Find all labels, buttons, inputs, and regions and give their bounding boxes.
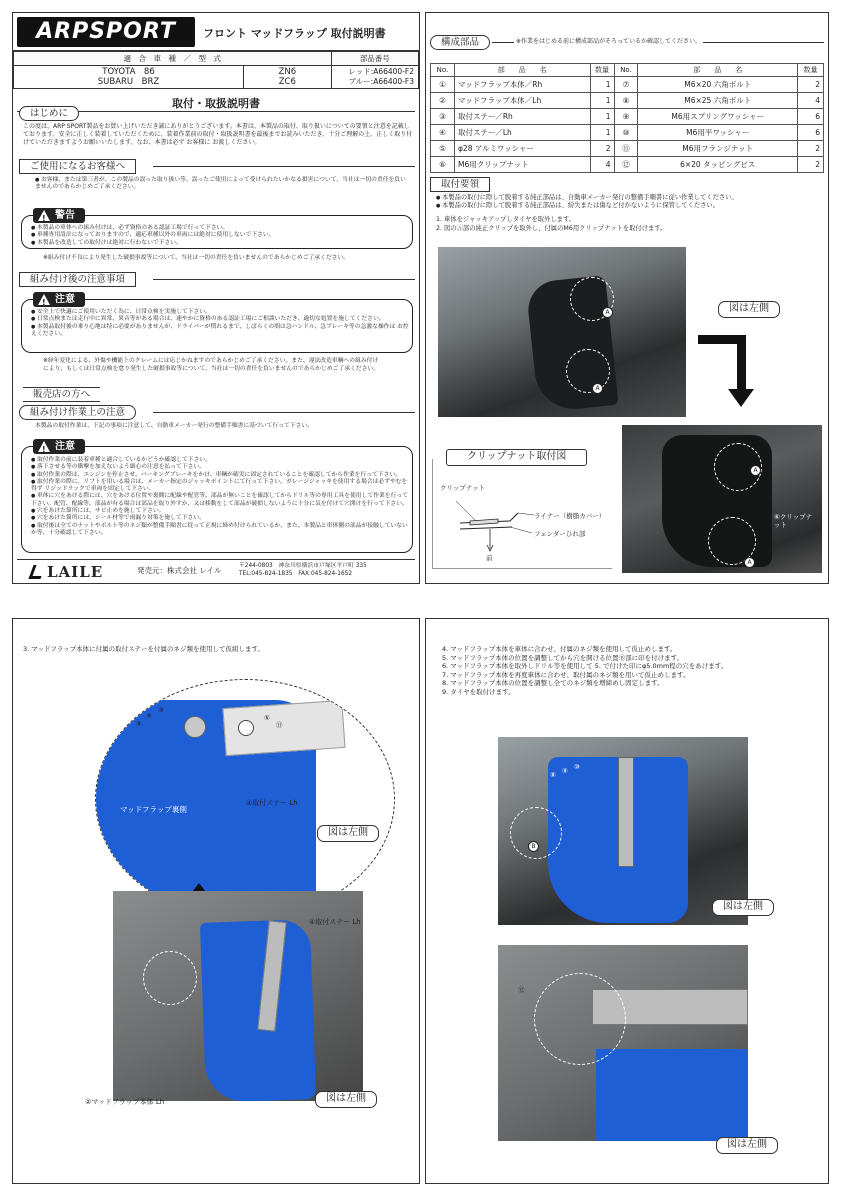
- part-qty: 1: [590, 77, 614, 93]
- part-name: マッドフラップ本体／Rh: [454, 77, 590, 93]
- arrow-v: [737, 335, 746, 391]
- mark-a: A: [592, 383, 603, 394]
- mark-b: B: [528, 841, 539, 852]
- part-qty: 6: [798, 125, 824, 141]
- work-notes-item: ● 車体に穴をあける際には、穴をあける位置や裏側に配線や配管等、部品が無いことを確認してからドリル等の専用工具を使用して作業を行って下さい。配管、配線等、部品が有る場合は部品を取り外すか、又は移動をして部品が破損しないように十分に気を付けて穴開けを行って下さい。: [31, 493, 409, 508]
- fit-code-2: ZC6: [278, 77, 296, 87]
- part-name: φ28 アルミワッシャー: [454, 141, 590, 157]
- part-qty: 2: [590, 141, 614, 157]
- footer-rule: [17, 559, 415, 560]
- assembly-detail: [95, 679, 395, 919]
- warning-item: ● 本製品を改造しての取付けは絶対に行わないで下さい。: [31, 240, 407, 247]
- photo-mudflap-installed: [498, 737, 748, 925]
- photo-tapping-screw: [498, 945, 748, 1141]
- n10: ⑩: [158, 706, 164, 714]
- customers-item: ● お客様、または第三者が、この製品の誤った取り扱い等、誤ったご使用によって受けられたいかなる損害について、当社は一切の責任を負いませんのであらかじめご了承ください。: [35, 177, 411, 192]
- step: 5. マッドフラップ本体の位置を調整してから穴を開ける位置Ⓑ部に印を付けます。: [442, 653, 684, 662]
- part-no: ⑦: [614, 77, 638, 93]
- steps-1-2: [436, 216, 826, 233]
- part-no: ②: [431, 93, 455, 109]
- caution-label-text: 注意: [55, 441, 75, 452]
- fit-part-cell: [331, 66, 418, 89]
- parts-row: [431, 157, 824, 173]
- after-install-item: ● 日常点検または走行中に異常、異音等がある場合は、速やかに資格のある認証工場にご相談いただき、適切な処置を施してください。: [31, 316, 409, 323]
- work-notes-rule: [153, 412, 415, 413]
- seller-address: 〒244-0803 神奈川県横浜市戸塚区平戸町 335: [239, 563, 367, 569]
- n9-installed: ⑨: [562, 767, 568, 775]
- part-qty: 2: [798, 141, 824, 157]
- left-side-label: 図は左側: [315, 1091, 377, 1108]
- part-qty: 6: [798, 109, 824, 125]
- parts-note: ※作業をはじめる前に構成部品がそろっているか確認してください。: [516, 38, 702, 45]
- mark-a: A: [602, 307, 613, 318]
- warning-icon: [38, 210, 50, 221]
- warning-item: ● 車種専用設計になっておりますので、適応車種以外の車両には絶対に使用しないで下さい。: [31, 232, 407, 239]
- mudflap-lh-label: ②マッドフラップ本体 Lh: [85, 1098, 165, 1106]
- left-side-label: 図は左側: [716, 1137, 778, 1154]
- steps-4-9-panel: [425, 618, 829, 1184]
- part-name: M6×25 六角ボルト: [638, 93, 798, 109]
- n8-installed: ⑧: [550, 771, 556, 779]
- part-no: ⑤: [431, 141, 455, 157]
- part-qty: 4: [798, 93, 824, 109]
- part-no: ⑩: [614, 125, 638, 141]
- caution-icon: [38, 294, 50, 305]
- fit-col-vehicle: 適 合 車 種 ／ 型 式: [14, 52, 332, 66]
- instructions-panel: [12, 12, 420, 584]
- fit-vehicle-1: TOYOTA 86: [102, 67, 155, 77]
- part-no: ⑫: [614, 157, 638, 173]
- detail-circle-mount: [143, 951, 197, 1005]
- fit-code-cell: [244, 66, 332, 89]
- washer-icon: [184, 716, 206, 738]
- n8: ⑧: [136, 720, 142, 728]
- part-name: マッドフラップ本体／Lh: [454, 93, 590, 109]
- fit-code-1: ZN6: [278, 67, 297, 77]
- seller-contact: TEL:045-824-1835 FAX:045-824-1652: [239, 571, 353, 577]
- parts-row: [431, 125, 824, 141]
- step: 9. タイヤを取付けます。: [442, 687, 515, 696]
- detail-circle-a2: [566, 349, 610, 393]
- warning-label: [33, 208, 85, 223]
- parts-table: [430, 63, 824, 173]
- left-side-label: 図は左側: [718, 301, 780, 318]
- arrow-head-icon: [728, 389, 754, 407]
- work-notes-item: ● 取付作業の前に装着車種と適合しているかどうか確認して下さい。: [31, 457, 409, 464]
- left-side-label: 図は左側: [712, 899, 774, 916]
- part-number-blue: ブルー:A66400-F3: [348, 77, 414, 86]
- part-qty: 1: [590, 125, 614, 141]
- parts-row: [431, 77, 824, 93]
- intro-text: この度は、ARP SPORT製品をお買い上げいただき誠にありがとうございます。本書は、本製品の取付、取り扱いについての要領と注意を記載しております。安全に正しく装着していただくために、装着作業前の取付・取扱説明書を最後までお読みいただき、十分ご理解の上、正しく取り付けていただきますようお願いいたします。なお、本書は必ず お客様に お渡しください。: [23, 123, 413, 146]
- seller: 発売元：株式会社 レイル: [137, 566, 222, 575]
- liner-label: ライナー（樹脂カバー）: [534, 512, 606, 520]
- front-label: 前: [486, 554, 493, 562]
- work-notes-item: ● 取付作業の際に、リフトを用いる場合は、メーカー指定のジャッキポイントにて行って下さい。ガレージジャッキを使用する場合は必ずやむを得ず リジッドラックで車両を固定して下さい。: [31, 479, 409, 494]
- mark-a: A: [750, 465, 761, 476]
- step: 7. マッドフラップ本体を再度車体に合わせ、取付属のネジ類を用いて仮止めします。: [442, 670, 690, 679]
- part-no: ⑧: [614, 93, 638, 109]
- part-no: ④: [431, 125, 455, 141]
- part-no: ⑨: [614, 109, 638, 125]
- after-install-rule: [153, 279, 415, 280]
- part-number-red: レッド:A66400-F2: [348, 67, 414, 76]
- flange-nut-icon: [238, 720, 254, 736]
- doc-title: フロント マッドフラップ 取付説明書: [203, 27, 386, 40]
- parts-panel: [425, 12, 829, 584]
- part-name: 取付ステー／Rh: [454, 109, 590, 125]
- stay-lh-label-2: ④取付ステー Lh: [309, 918, 361, 926]
- left-side-label: 図は左側: [317, 825, 379, 842]
- fit-vehicle-cell: [14, 66, 244, 89]
- work-notes-caution-label: [33, 439, 85, 454]
- part-qty: 1: [590, 109, 614, 125]
- parts-col-name-2: 部 品 名: [638, 64, 798, 77]
- n12-label: ⑫: [518, 986, 525, 994]
- parts-row: [431, 109, 824, 125]
- procedure-bullets: [436, 194, 826, 210]
- n11: ⑪: [276, 721, 283, 729]
- clip-nut-diagram: [440, 483, 610, 563]
- part-qty: 4: [590, 157, 614, 173]
- part-no: ①: [431, 77, 455, 93]
- work-notes-item: ● 取付作業の際は、エンジンを停止させ、パーキングブレーキをかけ、車輌が確実に固定されていることを確認してから作業を行って下さい。: [31, 472, 409, 479]
- work-notes-item: ● 穴をあけた箇所には、サビ止めを施して下さい。: [31, 508, 409, 515]
- part-name: 取付ステー／Lh: [454, 125, 590, 141]
- steps-4-9: [442, 645, 822, 697]
- work-notes-item: ● 取付後は全てのナットやボルト等のネジ類が整備手順書に従って正規に締め付けられているか、また、本製品と車体側の部品が接触していないか等、十分確認して下さい。: [31, 523, 409, 538]
- step3-panel: [12, 618, 420, 1184]
- after-install-item: ● 安全上で快適にご使用いただく為に、日常点検を実施して下さい。: [31, 309, 409, 316]
- parts-col-qty: 数量: [590, 64, 614, 77]
- part-name: 6×20 タッピングビス: [638, 157, 798, 173]
- laile-text: LAILE: [47, 563, 104, 581]
- customers-rule: [153, 166, 415, 167]
- part-qty: 2: [798, 77, 824, 93]
- arpsport-logo: ARPSPORT: [17, 17, 195, 47]
- fit-col-part: 部品番号: [331, 52, 418, 66]
- mudflap-edge: [596, 1049, 748, 1141]
- part-qty: 2: [798, 157, 824, 173]
- photo-fender-before: [438, 247, 686, 417]
- customers-list: [35, 177, 411, 192]
- part-qty: 1: [590, 93, 614, 109]
- mudflap-rear-label: マッドフラップ裏側: [120, 805, 187, 814]
- caution-icon: [38, 441, 50, 452]
- step: 6. マッドフラップ本体を取外しドリル等を使用して 5. で付けた印にφ5.0mm程の穴をあけます。: [442, 662, 728, 671]
- clip-nut-label: クリップナット: [440, 484, 486, 492]
- stay-lh-label: ④取付ステー Lh: [246, 799, 298, 807]
- part-name: M6×20 六角ボルト: [638, 77, 798, 93]
- part-name: M6用フランジナット: [638, 141, 798, 157]
- fitment-table: [13, 51, 419, 89]
- parts-row: [431, 93, 824, 109]
- work-notes-item: ● 落下させる等の衝撃を加えないよう細心の注意を払って下さい。: [31, 464, 409, 471]
- caution-label-text: 注意: [55, 294, 75, 305]
- part-no: ⑥: [431, 157, 455, 173]
- part-name: M6用スプリングワッシャー: [638, 109, 798, 125]
- clip-nut-callout: ⑥クリップナット: [774, 513, 813, 529]
- dealer-tag: 販売店の方へ: [23, 387, 100, 402]
- n10-installed: ⑩: [574, 763, 580, 771]
- after-install-list: [31, 309, 409, 338]
- step-3: 3. マッドフラップ本体に付属の取付ステーを付属のネジ類を使用して仮組します。: [23, 645, 265, 653]
- section-title: 取付・取扱説明書: [172, 97, 260, 110]
- warning-item: ● 本製品の車体への組み付けは、必ず資格のある認証工場で行って下さい。: [31, 225, 407, 232]
- part-no: ⑪: [614, 141, 638, 157]
- work-notes-intro: 本製品の取付作業は、下記の事項に注意して、自動車メーカー発行の整備手順書に基づいて行って下さい。: [35, 423, 314, 429]
- detail-circle-screw: [534, 973, 626, 1065]
- intro-tag: はじめに: [19, 106, 79, 121]
- step: 8. マッドフラップ本体の位置を調整し全てのネジ類を増締めし固定します。: [442, 679, 664, 688]
- mudflap-lh: [200, 919, 316, 1101]
- part-no: ③: [431, 109, 455, 125]
- parts-tag: 構成部品: [430, 35, 490, 50]
- n9: ⑨: [146, 712, 152, 720]
- parts-col-no: No.: [431, 64, 455, 77]
- laile-mark-icon: [28, 565, 45, 579]
- step: 4. マッドフラップ本体を車体に合わせ、付属のネジ類を使用して仮止めします。: [442, 645, 677, 653]
- laile-logo: [31, 563, 103, 581]
- parts-col-no-2: No.: [614, 64, 638, 77]
- procedure-bullet: ● 本製品の取付に際して脱着する純正部品は、自動車メーカー発行の整備手順書に従い作業してください。: [436, 194, 826, 202]
- step: 1. 車体をジャッキアップしタイヤを取外します。: [436, 216, 576, 223]
- fender-label: フェンダーひれ部: [534, 530, 586, 538]
- warning-label-text: 警告: [55, 210, 75, 221]
- procedure-tag: 取付要領: [430, 177, 490, 192]
- parts-col-name: 部 品 名: [454, 64, 590, 77]
- after-install-item: ● 本製品取付後の乗り心地は特に必要がありませんが、ドライバーが慣れるまで、しばらくの間は急ハンドル、急ブレーキ等の急激な操作は お控えください。: [31, 324, 409, 339]
- after-install-note: ※経年変化による、外傷や機能上のクレームには応じかねますのであらかじめご了承ください。また、違法改造車輌への組み付けにより、もしくは日常点検を怠り発生した破損事故等について、当社は一切の責任を負いませんのであらかじめご了承ください。: [43, 358, 379, 372]
- photo-fender-clips: [622, 425, 822, 573]
- photo-mudflap-assembly: [113, 891, 363, 1101]
- parts-row: [431, 141, 824, 157]
- procedure-bullet: ● 本製品の取付に際して脱着する純正部品は、紛失または傷など付かないように保管してください。: [436, 202, 826, 210]
- customers-tag: ご使用になるお客様へ: [19, 159, 136, 174]
- part-name: M6用クリップナット: [454, 157, 590, 173]
- after-install-caution-label: [33, 292, 85, 307]
- clip-nut-detail-title: クリップナット取付図: [446, 449, 587, 466]
- mark-a: A: [744, 557, 755, 568]
- fit-vehicle-2: SUBARU BRZ: [97, 77, 160, 87]
- part-name: M6用平ワッシャー: [638, 125, 798, 141]
- work-notes-item: ● 穴をあけた箇所には、シール材等で雨漏り対策を施して下さい。: [31, 515, 409, 522]
- work-notes-tag: 組み付け作業上の注意: [19, 405, 136, 420]
- warning-note: ※組み付け不良により発生した破損事故等について、当社は一切の責任を負いませんのであらかじめご了承ください。: [43, 255, 350, 261]
- header: [13, 13, 419, 51]
- stay-installed: [618, 757, 634, 867]
- parts-col-qty-2: 数量: [798, 64, 824, 77]
- after-install-tag: 組み付け後の注意事項: [19, 272, 136, 287]
- n5: ⑤: [264, 714, 270, 722]
- warning-list: [31, 225, 407, 247]
- step: 2. 図のⒶ部の純正クリップを取外し、付属のM6用クリップナットを取付けます。: [436, 224, 667, 232]
- work-notes-list: [31, 457, 409, 537]
